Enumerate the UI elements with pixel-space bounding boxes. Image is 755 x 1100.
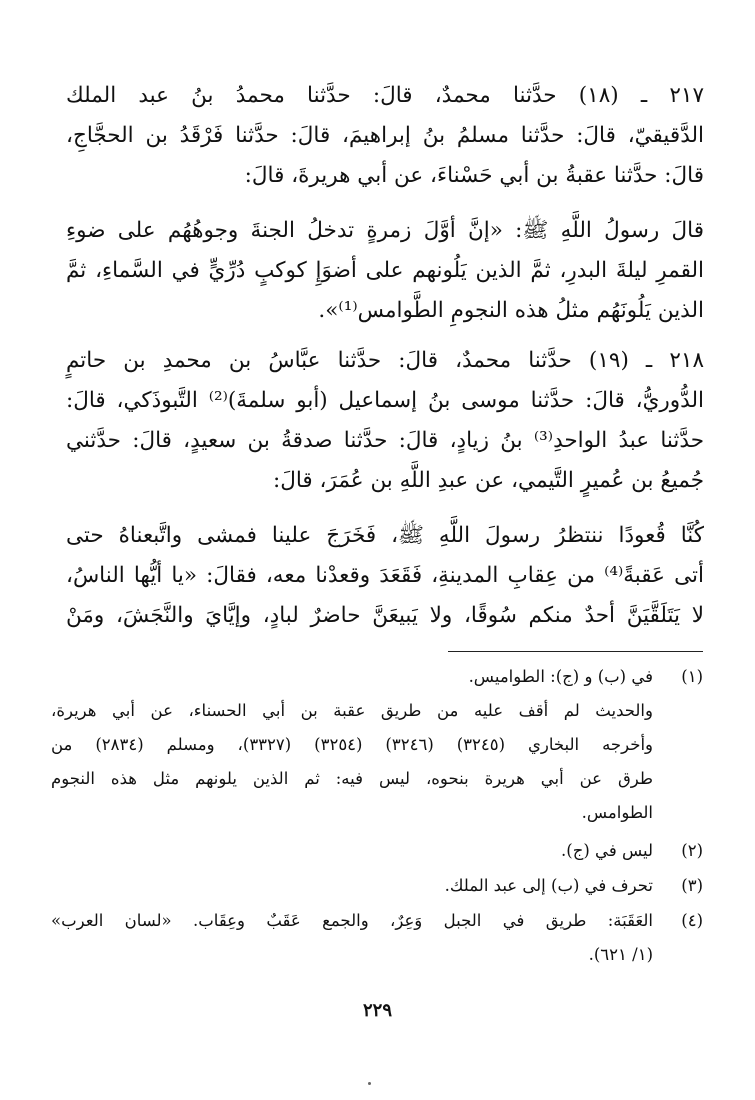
hadith-218-text-line-3: لا يَتَلَقَّيَنَّ أحدٌ منكم سُوقًا، ولا يَبيعَنَّ حاضرٌ لبادٍ، وإيَّايَ والنَّجَشَ، ومَنْ — [66, 603, 704, 628]
footnote-1-line-2: والحديث لم أقف عليه من طريق عقبة بن أبي الحسناء، عن أبي هريرة، — [51, 701, 653, 720]
scan-speck — [368, 1082, 371, 1085]
footnote-1-line-5: الطوامس. — [581, 803, 653, 822]
hadith-218-line-3: حدَّثنا عبدُ الواحدِ⁽³⁾ بنُ زيادٍ، قالَ: حدَّثنا صدقةُ بن سعيدٍ، قالَ: حدَّثني — [66, 428, 704, 453]
hadith-217-line-2: الدَّقيقيّ، قالَ: حدَّثنا مسلمُ بنُ إبراهيمَ، قالَ: حدَّثنا فَرْقَدُ بن الحجَّاجِ، — [66, 123, 704, 148]
footnote-2-marker: (٢) — [681, 841, 703, 860]
hadith-218-line-2: الدُّوريُّ، قالَ: حدَّثنا موسى بنُ إسماعيل (أبو سلمةَ)⁽²⁾ التَّبوذَكي، قالَ: — [66, 388, 704, 413]
footnote-3-text: تحرف في (ب) إلى عبد الملك. — [444, 876, 653, 895]
hadith-217-text-line-3: الذين يَلُونَهُم مثلُ هذه النجومِ الطَّوامس⁽¹⁾». — [318, 298, 704, 323]
hadith-218-line-1: ٢١٨ ـ (١٩) حدَّثنا محمدٌ، قالَ: حدَّثنا عبَّاسُ بن محمدِ بن حاتمٍ — [66, 348, 704, 373]
footnote-4-line-1: العَقَبَة: طريق في الجبل وَعِرٌ، والجمع عَقَبٌ وعِقَاب. «لسان العرب» — [51, 911, 653, 930]
footnote-4-marker: (٤) — [681, 911, 703, 930]
hadith-217-text-line-2: القمرِ ليلةَ البدرِ، ثمَّ الذين يَلُونهم على أضوَإِ كوكبٍ دُرِّيٍّ في السَّماءِ، ثمَّ — [66, 258, 704, 283]
footnote-1-line-1: في (ب) و (ج): الطواميس. — [468, 667, 653, 686]
footnote-4-line-2: (١/ ٦٢١). — [588, 945, 653, 964]
hadith-218-text-line-1: كُنَّا قُعودًا ننتظرُ رسولَ اللَّهِ ﷺ، فَخَرَجَ علينا فمشى واتَّبعناهُ حتى — [66, 523, 704, 548]
footnote-2-text: ليس في (ج). — [561, 841, 653, 860]
footnote-divider — [448, 651, 703, 652]
hadith-217-line-3: قالَ: حدَّثنا عقبةُ بن أبي حَسْناءَ، عن أبي هريرةَ، قالَ: — [244, 163, 704, 188]
hadith-217-text-line-1: قالَ رسولُ اللَّهِ ﷺ: «إنَّ أوَّلَ زمرةٍ تدخلُ الجنةَ وجوهُهُم على ضوءِ — [66, 218, 704, 243]
footnote-1-line-3: وأخرجه البخاري (٣٢٤٥) (٣٢٤٦) (٣٢٥٤) (٣٣٢٧)، ومسلم (٢٨٣٤) من — [51, 735, 653, 754]
hadith-218-line-4: جُميعُ بن عُميرٍ التَّيمي، عن عبدِ اللَّهِ بن عُمَرَ، قالَ: — [273, 468, 704, 493]
footnote-3-marker: (٣) — [681, 876, 703, 895]
page-number: ٢٢٩ — [362, 1000, 392, 1021]
footnote-1-line-4: طرق عن أبي هريرة بنحوه، ليس فيه: ثم الذين يلونهم مثل هذه النجوم — [51, 769, 653, 788]
hadith-217-line-1: ٢١٧ ـ (١٨) حدَّثنا محمدٌ، قالَ: حدَّثنا محمدُ بنُ عبد الملك — [66, 83, 704, 108]
footnote-1-marker: (١) — [681, 667, 703, 686]
hadith-218-text-line-2: أتى عَقبةً⁽⁴⁾ من عِقابِ المدينةِ، فَقَعَدَ وقعدْنا معه، فقالَ: «يا أيُّها الناسُ، — [66, 563, 704, 588]
